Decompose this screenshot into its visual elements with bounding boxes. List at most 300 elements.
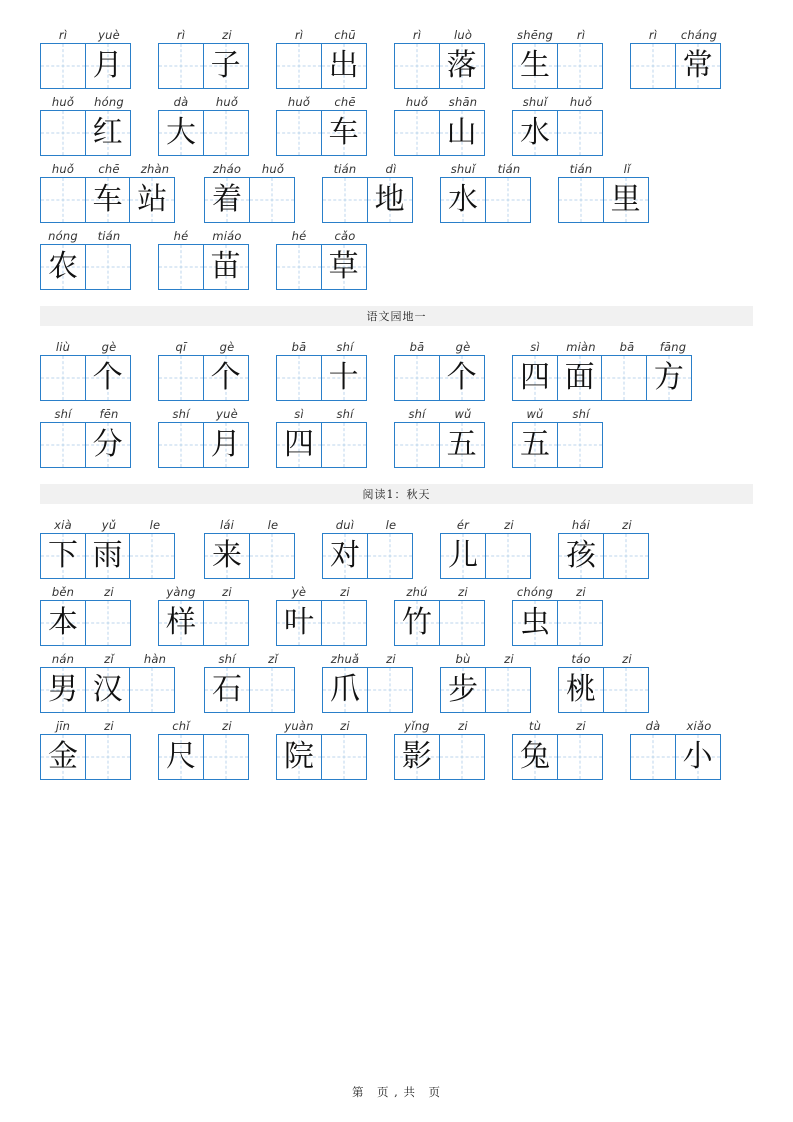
- character-glyph: [440, 735, 484, 779]
- pinyin-line: [40, 28, 132, 43]
- character-glyph: 红: [92, 115, 123, 150]
- character-cell-blank[interactable]: [603, 667, 649, 713]
- character-cell-blank[interactable]: [276, 355, 322, 401]
- character-cell-filled[interactable]: [439, 43, 485, 89]
- character-cell-filled[interactable]: [394, 600, 440, 646]
- character-cell-filled[interactable]: [557, 355, 603, 401]
- pinyin-label: zi: [104, 585, 114, 599]
- character-glyph: [604, 668, 648, 712]
- character-cell-blank[interactable]: [557, 600, 603, 646]
- character-glyph: 步: [448, 672, 478, 707]
- character-boxes: [558, 177, 650, 223]
- character-cell-filled[interactable]: [276, 422, 322, 468]
- character-cell-filled[interactable]: [158, 110, 204, 156]
- character-cell-filled[interactable]: [85, 43, 131, 89]
- character-glyph: 样: [166, 605, 196, 640]
- character-glyph: [323, 178, 367, 222]
- character-cell-filled[interactable]: [512, 355, 558, 401]
- character-cell-filled[interactable]: [129, 177, 175, 223]
- pinyin-label: miáo: [212, 229, 242, 243]
- pinyin-label: bā: [619, 340, 635, 354]
- character-cell-blank[interactable]: [85, 734, 131, 780]
- pinyin-line: [322, 518, 414, 533]
- character-cell-blank[interactable]: [203, 110, 249, 156]
- pinyin-label: zi: [622, 518, 632, 532]
- pinyin-label: shí: [572, 407, 590, 421]
- character-cell-filled[interactable]: [322, 533, 368, 579]
- character-glyph: 桃: [566, 672, 596, 707]
- character-cell-filled[interactable]: [85, 177, 131, 223]
- character-boxes: [394, 734, 486, 780]
- pinyin-line: [40, 518, 178, 533]
- character-cell-blank[interactable]: [40, 355, 86, 401]
- character-cell-filled[interactable]: [321, 43, 367, 89]
- character-boxes: [440, 533, 532, 579]
- pinyin-line: [40, 407, 132, 422]
- word-group: [322, 652, 414, 713]
- pinyin-label: tián: [333, 162, 357, 176]
- character-cell-blank[interactable]: [276, 244, 322, 290]
- character-boxes: [276, 110, 368, 156]
- pinyin-line: [276, 95, 368, 110]
- character-boxes: [630, 734, 722, 780]
- character-glyph: 个: [92, 360, 123, 395]
- word-row: [40, 229, 753, 290]
- character-cell-blank[interactable]: [394, 355, 440, 401]
- character-boxes: [322, 667, 414, 713]
- character-glyph: 小: [682, 739, 713, 774]
- pinyin-label: le: [267, 518, 279, 532]
- character-glyph: [602, 356, 646, 400]
- character-cell-filled[interactable]: [512, 110, 558, 156]
- character-boxes: [276, 600, 368, 646]
- character-boxes: [158, 43, 250, 89]
- character-glyph: [204, 735, 248, 779]
- pinyin-label: dà: [645, 719, 661, 733]
- character-glyph: 虫: [520, 605, 550, 640]
- character-cell-blank[interactable]: [439, 600, 485, 646]
- pinyin-line: [630, 719, 722, 734]
- pinyin-label: rì: [176, 28, 186, 42]
- character-boxes: [558, 667, 650, 713]
- word-group: [40, 162, 178, 223]
- word-group: [40, 95, 132, 156]
- character-boxes: [204, 533, 296, 579]
- character-glyph: [130, 534, 174, 578]
- character-cell-blank[interactable]: [485, 177, 531, 223]
- word-row: [40, 407, 753, 468]
- character-cell-filled[interactable]: [675, 734, 721, 780]
- character-boxes: [40, 667, 178, 713]
- character-cell-blank[interactable]: [276, 43, 322, 89]
- character-cell-blank[interactable]: [249, 177, 295, 223]
- word-group: [394, 407, 486, 468]
- pinyin-label: zi: [504, 652, 514, 666]
- character-cell-blank[interactable]: [394, 110, 440, 156]
- section-banner: 语文园地一: [40, 306, 753, 326]
- character-cell-filled[interactable]: [367, 177, 413, 223]
- character-cell-blank[interactable]: [557, 43, 603, 89]
- character-cell-filled[interactable]: [440, 177, 486, 223]
- pinyin-label: zhú: [406, 585, 428, 599]
- character-cell-filled[interactable]: [85, 355, 131, 401]
- character-cell-filled[interactable]: [203, 422, 249, 468]
- pinyin-label: zi: [576, 719, 586, 733]
- character-glyph: 儿: [448, 538, 478, 573]
- character-glyph: 常: [682, 48, 713, 83]
- character-boxes: [512, 600, 604, 646]
- character-cell-filled[interactable]: [439, 422, 485, 468]
- pinyin-label: fāng: [659, 340, 687, 354]
- character-cell-blank[interactable]: [158, 422, 204, 468]
- pinyin-label: le: [385, 518, 397, 532]
- character-glyph: 下: [48, 538, 78, 573]
- character-cell-blank[interactable]: [40, 422, 86, 468]
- character-glyph: 生: [520, 48, 550, 83]
- character-cell-blank[interactable]: [249, 533, 295, 579]
- character-cell-filled[interactable]: [603, 177, 649, 223]
- character-cell-blank[interactable]: [601, 355, 647, 401]
- pinyin-label: shí: [218, 652, 236, 666]
- character-cell-blank[interactable]: [40, 177, 86, 223]
- character-cell-blank[interactable]: [203, 734, 249, 780]
- character-cell-blank[interactable]: [85, 244, 131, 290]
- pinyin-label: zhuǎ: [330, 652, 360, 666]
- pinyin-label: chóng: [516, 585, 554, 599]
- character-cell-filled[interactable]: [321, 355, 367, 401]
- pinyin-label: zi: [386, 652, 396, 666]
- word-group: [40, 652, 178, 713]
- character-glyph: [395, 423, 439, 467]
- character-cell-blank[interactable]: [158, 43, 204, 89]
- character-glyph: [395, 111, 439, 155]
- character-cell-blank[interactable]: [557, 734, 603, 780]
- character-cell-filled[interactable]: [40, 533, 86, 579]
- word-group: [512, 407, 604, 468]
- pinyin-line: [40, 719, 132, 734]
- character-glyph: 四: [284, 427, 314, 462]
- character-cell-blank[interactable]: [321, 734, 367, 780]
- pinyin-label: shí: [336, 407, 354, 421]
- character-boxes: [512, 355, 696, 401]
- pinyin-label: bā: [291, 340, 307, 354]
- character-boxes: [276, 244, 368, 290]
- character-cell-blank[interactable]: [557, 422, 603, 468]
- character-cell-filled[interactable]: [558, 667, 604, 713]
- pinyin-line: [512, 407, 604, 422]
- pinyin-line: [204, 518, 296, 533]
- character-cell-blank[interactable]: [603, 533, 649, 579]
- character-cell-filled[interactable]: [203, 244, 249, 290]
- character-glyph: 子: [210, 48, 241, 83]
- character-cell-blank[interactable]: [321, 422, 367, 468]
- pinyin-label: rì: [58, 28, 68, 42]
- pinyin-label: yuè: [98, 28, 120, 42]
- character-glyph: 十: [328, 360, 359, 395]
- pinyin-label: xià: [54, 518, 72, 532]
- pinyin-label: hàn: [143, 652, 167, 666]
- pinyin-label: fēn: [99, 407, 119, 421]
- character-cell-filled[interactable]: [512, 734, 558, 780]
- pinyin-line: [440, 652, 532, 667]
- character-cell-blank[interactable]: [367, 667, 413, 713]
- character-cell-filled[interactable]: [394, 734, 440, 780]
- pinyin-label: shí: [54, 407, 72, 421]
- character-cell-blank[interactable]: [129, 533, 175, 579]
- word-group: [512, 340, 696, 401]
- character-glyph: [558, 423, 602, 467]
- character-cell-filled[interactable]: [85, 533, 131, 579]
- character-boxes: [158, 355, 250, 401]
- character-cell-blank[interactable]: [276, 110, 322, 156]
- character-cell-filled[interactable]: [85, 110, 131, 156]
- character-glyph: 着: [212, 182, 242, 217]
- character-cell-filled[interactable]: [439, 355, 485, 401]
- character-boxes: [558, 533, 650, 579]
- word-group: [558, 652, 650, 713]
- pinyin-line: [558, 652, 650, 667]
- pinyin-line: [394, 585, 486, 600]
- pinyin-label: shí: [408, 407, 426, 421]
- character-cell-filled[interactable]: [646, 355, 692, 401]
- pinyin-line: [276, 28, 368, 43]
- character-glyph: 站: [137, 182, 168, 217]
- page-footer: 第 页 , 共 页: [352, 1085, 441, 1099]
- word-group: [440, 652, 532, 713]
- word-group: [512, 95, 604, 156]
- pinyin-label: huǒ: [51, 162, 75, 176]
- character-cell-blank[interactable]: [394, 422, 440, 468]
- character-cell-blank[interactable]: [129, 667, 175, 713]
- pinyin-label: tián: [569, 162, 593, 176]
- character-cell-filled[interactable]: [158, 734, 204, 780]
- section-block: [40, 28, 753, 290]
- pinyin-label: luò: [453, 28, 473, 42]
- pinyin-label: gè: [101, 340, 117, 354]
- character-glyph: [159, 356, 203, 400]
- word-row: [40, 585, 753, 646]
- character-boxes: [40, 734, 132, 780]
- pinyin-label: hé: [173, 229, 189, 243]
- character-cell-blank[interactable]: [203, 600, 249, 646]
- character-cell-blank[interactable]: [158, 355, 204, 401]
- pinyin-label: běn: [51, 585, 75, 599]
- character-glyph: 爪: [330, 672, 360, 707]
- character-cell-blank[interactable]: [557, 110, 603, 156]
- character-boxes: [40, 244, 132, 290]
- character-cell-blank[interactable]: [85, 600, 131, 646]
- character-glyph: 落: [446, 48, 477, 83]
- character-boxes: [40, 422, 132, 468]
- character-cell-blank[interactable]: [485, 533, 531, 579]
- character-cell-filled[interactable]: [440, 667, 486, 713]
- pinyin-label: yǐng: [404, 719, 430, 733]
- character-glyph: 来: [212, 538, 242, 573]
- word-group: [204, 162, 296, 223]
- character-glyph: [368, 534, 412, 578]
- character-cell-filled[interactable]: [85, 422, 131, 468]
- character-boxes: [40, 177, 178, 223]
- character-cell-blank[interactable]: [158, 244, 204, 290]
- character-cell-blank[interactable]: [249, 667, 295, 713]
- character-cell-blank[interactable]: [630, 734, 676, 780]
- pinyin-line: [276, 585, 368, 600]
- character-glyph: 汉: [92, 672, 123, 707]
- pinyin-label: zi: [576, 585, 586, 599]
- character-glyph: 车: [328, 115, 359, 150]
- character-cell-filled[interactable]: [512, 43, 558, 89]
- character-cell-filled[interactable]: [40, 600, 86, 646]
- character-glyph: 分: [92, 427, 123, 462]
- character-glyph: [486, 178, 530, 222]
- word-row: [40, 340, 753, 401]
- character-cell-filled[interactable]: [158, 600, 204, 646]
- word-row: [40, 719, 753, 780]
- character-cell-filled[interactable]: [40, 734, 86, 780]
- word-group: [394, 28, 486, 89]
- pinyin-label: lái: [219, 518, 235, 532]
- character-cell-filled[interactable]: [558, 533, 604, 579]
- character-glyph: [558, 601, 602, 645]
- pinyin-label: rì: [648, 28, 658, 42]
- character-glyph: [250, 668, 294, 712]
- character-glyph: [250, 534, 294, 578]
- character-boxes: [512, 422, 604, 468]
- character-glyph: 山: [446, 115, 477, 150]
- character-cell-blank[interactable]: [321, 600, 367, 646]
- character-boxes: [276, 43, 368, 89]
- word-group: [40, 407, 132, 468]
- character-glyph: [41, 423, 85, 467]
- character-cell-filled[interactable]: [276, 600, 322, 646]
- pinyin-line: [558, 162, 650, 177]
- pinyin-line: [40, 340, 132, 355]
- character-cell-filled[interactable]: [204, 667, 250, 713]
- pinyin-label: sì: [530, 340, 540, 354]
- word-group: [630, 719, 722, 780]
- word-group: [204, 518, 296, 579]
- character-glyph: [204, 601, 248, 645]
- pinyin-label: zǐ: [268, 652, 278, 666]
- character-cell-blank[interactable]: [40, 110, 86, 156]
- pinyin-label: huǒ: [569, 95, 593, 109]
- character-cell-filled[interactable]: [204, 177, 250, 223]
- character-cell-filled[interactable]: [440, 533, 486, 579]
- character-glyph: [558, 44, 602, 88]
- character-glyph: [159, 44, 203, 88]
- pinyin-label: gè: [455, 340, 471, 354]
- character-glyph: 个: [210, 360, 241, 395]
- word-group: [40, 719, 132, 780]
- character-cell-blank[interactable]: [40, 43, 86, 89]
- character-cell-blank[interactable]: [439, 734, 485, 780]
- pinyin-label: qī: [175, 340, 187, 354]
- pinyin-line: [440, 518, 532, 533]
- character-glyph: [41, 178, 85, 222]
- character-cell-blank[interactable]: [322, 177, 368, 223]
- pinyin-label: zi: [340, 585, 350, 599]
- character-boxes: [276, 355, 368, 401]
- character-glyph: 对: [330, 538, 360, 573]
- character-cell-filled[interactable]: [203, 355, 249, 401]
- word-group: [158, 407, 250, 468]
- pinyin-line: [40, 229, 132, 244]
- word-group: [40, 340, 132, 401]
- character-boxes: [394, 600, 486, 646]
- pinyin-line: [40, 652, 178, 667]
- pinyin-line: [512, 340, 696, 355]
- character-cell-filled[interactable]: [40, 244, 86, 290]
- pinyin-line: [158, 585, 250, 600]
- word-group: [158, 585, 250, 646]
- character-cell-filled[interactable]: [40, 667, 86, 713]
- word-group: [276, 407, 368, 468]
- character-glyph: [159, 245, 203, 289]
- character-glyph: 石: [212, 672, 242, 707]
- pinyin-label: wǔ: [454, 407, 472, 421]
- character-cell-filled[interactable]: [203, 43, 249, 89]
- pinyin-line: [512, 719, 604, 734]
- character-glyph: 月: [92, 48, 123, 83]
- character-cell-filled[interactable]: [675, 43, 721, 89]
- pinyin-label: huǒ: [405, 95, 429, 109]
- character-glyph: 五: [446, 427, 477, 462]
- character-cell-blank[interactable]: [630, 43, 676, 89]
- pinyin-label: nóng: [48, 229, 78, 243]
- character-cell-blank[interactable]: [394, 43, 440, 89]
- character-glyph: [250, 178, 294, 222]
- character-glyph: [395, 44, 439, 88]
- pinyin-label: shuǐ: [450, 162, 476, 176]
- character-cell-blank[interactable]: [558, 177, 604, 223]
- character-cell-filled[interactable]: [512, 600, 558, 646]
- character-boxes: [40, 600, 132, 646]
- character-cell-filled[interactable]: [512, 422, 558, 468]
- character-cell-filled[interactable]: [439, 110, 485, 156]
- character-cell-filled[interactable]: [321, 244, 367, 290]
- word-row: [40, 95, 753, 156]
- character-glyph: [41, 111, 85, 155]
- character-cell-filled[interactable]: [322, 667, 368, 713]
- character-cell-filled[interactable]: [276, 734, 322, 780]
- pinyin-line: [322, 652, 414, 667]
- character-cell-filled[interactable]: [204, 533, 250, 579]
- character-glyph: 水: [520, 115, 550, 150]
- character-glyph: [130, 668, 174, 712]
- character-cell-blank[interactable]: [485, 667, 531, 713]
- character-boxes: [40, 355, 132, 401]
- pinyin-line: [158, 719, 250, 734]
- pinyin-label: huǒ: [261, 162, 285, 176]
- character-cell-blank[interactable]: [367, 533, 413, 579]
- pinyin-label: yàng: [166, 585, 196, 599]
- character-glyph: 水: [448, 182, 478, 217]
- character-boxes: [158, 734, 250, 780]
- section-block: [40, 340, 753, 468]
- pinyin-label: zi: [622, 652, 632, 666]
- pinyin-label: bā: [409, 340, 425, 354]
- pinyin-label: huǒ: [287, 95, 311, 109]
- character-boxes: [204, 177, 296, 223]
- pinyin-line: [276, 229, 368, 244]
- pinyin-line: [204, 162, 296, 177]
- word-group: [394, 95, 486, 156]
- character-cell-filled[interactable]: [85, 667, 131, 713]
- pinyin-label: dì: [385, 162, 397, 176]
- word-group: [512, 28, 604, 89]
- pinyin-label: zi: [104, 719, 114, 733]
- character-cell-filled[interactable]: [321, 110, 367, 156]
